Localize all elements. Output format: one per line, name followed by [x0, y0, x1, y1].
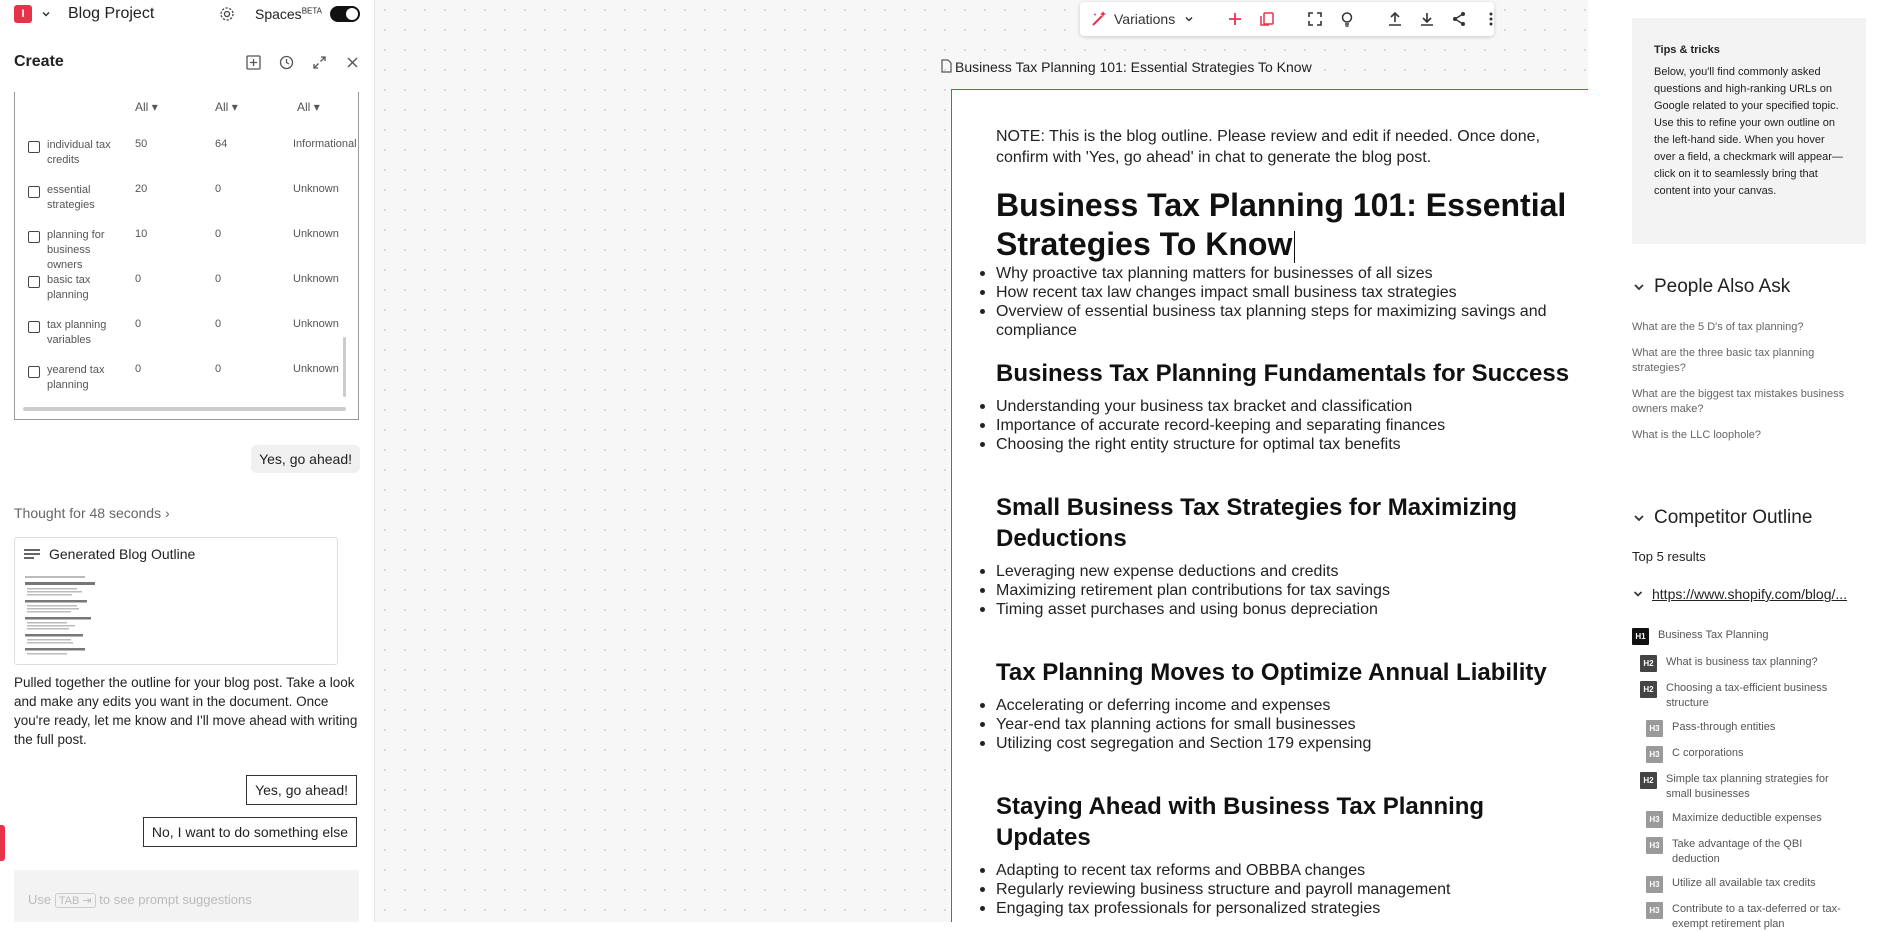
h2-badge: H2	[1640, 681, 1657, 698]
list-item[interactable]: Leveraging new expense deductions and credits	[996, 562, 1576, 581]
outline-thumbnail	[23, 574, 99, 656]
right-panel	[1588, 0, 1888, 930]
caret-down-icon: ▾	[313, 100, 320, 114]
difficulty-cell: 0	[215, 318, 222, 330]
outline-item[interactable]: H3 C corporations	[1646, 746, 1744, 763]
h3-badge: H3	[1646, 720, 1663, 737]
option-no-button[interactable]: No, I want to do something else	[143, 817, 357, 847]
section-list	[996, 562, 1576, 619]
list-item[interactable]: Year-end tax planning actions for small businesses	[996, 715, 1576, 734]
h2-badge: H2	[1640, 772, 1657, 789]
gear-icon[interactable]	[219, 6, 235, 22]
chevron-down-icon[interactable]	[40, 8, 52, 20]
spaces-toggle[interactable]	[330, 6, 360, 22]
h1-badge: H1	[1632, 628, 1649, 645]
outline-item[interactable]: H1 Business Tax Planning	[1632, 628, 1768, 645]
outline-item[interactable]: H2 What is business tax planning?	[1640, 655, 1818, 672]
more-vertical-icon[interactable]	[1483, 11, 1499, 27]
intro-list	[996, 264, 1576, 340]
competitor-url[interactable]: https://www.shopify.com/blog/...	[1632, 586, 1847, 602]
plus-icon[interactable]	[1227, 11, 1243, 27]
history-icon[interactable]	[279, 55, 294, 70]
fullscreen-icon[interactable]	[1307, 11, 1323, 27]
outline-note: NOTE: This is the blog outline. Please review and edit if needed. Once done, confirm with 'Yes, go ahead' in chat to generate the blog post.	[996, 128, 1541, 166]
document-file-title[interactable]: Business Tax Planning 101: Essential Strategies To Know	[955, 59, 1312, 75]
paa-question[interactable]: What are the biggest tax mistakes business owners make?	[1632, 388, 1845, 415]
volume-cell: 0	[135, 318, 142, 330]
row-checkbox[interactable]	[28, 231, 40, 243]
table-row	[15, 134, 360, 174]
share-icon[interactable]	[1451, 11, 1467, 27]
list-item[interactable]: Accelerating or deferring income and expenses	[996, 696, 1576, 715]
feedback-tab[interactable]	[0, 825, 5, 861]
canvas	[375, 0, 1588, 922]
copy-icon[interactable]	[1259, 11, 1275, 27]
outline-item[interactable]: H2 Choosing a tax-efficient business structure	[1640, 681, 1850, 711]
section-heading[interactable]: Staying Ahead with Business Tax Planning Updates	[996, 793, 1485, 851]
list-item[interactable]: Engaging tax professionals for personalized strategies	[996, 899, 1576, 918]
caret-down-icon: ▾	[231, 100, 238, 114]
list-item[interactable]: Why proactive tax planning matters for businesses of all sizes	[996, 264, 1576, 283]
intent-cell: Unknown	[293, 273, 339, 285]
create-title: Create	[14, 53, 64, 70]
table-row	[15, 314, 360, 354]
table-row	[15, 224, 360, 271]
list-item[interactable]: Regularly reviewing business structure and payroll management	[996, 880, 1576, 899]
list-item[interactable]: Adapting to recent tax reforms and OBBBA changes	[996, 861, 1576, 880]
file-icon	[941, 59, 952, 73]
prompt-input[interactable]: Use TAB ⇥ to see prompt suggestions	[14, 870, 359, 922]
top-results-label: Top 5 results	[1632, 549, 1706, 564]
create-header	[14, 44, 360, 80]
h3-badge: H3	[1646, 902, 1663, 919]
app-logo[interactable]: I	[14, 5, 32, 23]
h3-badge: H3	[1646, 837, 1663, 854]
keyword-cell: basic tax planning	[47, 274, 91, 301]
top-bar	[0, 0, 374, 28]
row-checkbox[interactable]	[28, 276, 40, 288]
row-checkbox[interactable]	[28, 366, 40, 378]
tab-key-hint: TAB ⇥	[55, 893, 96, 908]
variations-dropdown[interactable]: Variations	[1114, 11, 1176, 27]
canvas-toolbar	[1080, 2, 1494, 36]
outline-item[interactable]: H3 Contribute to a tax-deferred or tax-exempt retirement plan	[1646, 902, 1851, 932]
outline-card-title: Generated Blog Outline	[49, 546, 196, 562]
outline-item[interactable]: H2 Simple tax planning strategies for small businesses	[1640, 772, 1850, 802]
outline-item[interactable]: H3 Pass-through entities	[1646, 720, 1775, 737]
user-message: Yes, go ahead!	[251, 445, 360, 473]
tips-title: Tips & tricks	[1654, 44, 1720, 56]
section-list	[996, 696, 1576, 753]
project-name[interactable]: Blog Project	[68, 5, 155, 22]
download-icon[interactable]	[1419, 11, 1435, 27]
table-row	[15, 359, 360, 399]
intent-cell: Unknown	[293, 183, 339, 195]
volume-cell: 20	[135, 183, 148, 195]
list-item[interactable]: Utilizing cost segregation and Section 179 expensing	[996, 734, 1576, 753]
chevron-down-icon	[1632, 511, 1646, 525]
chevron-down-icon[interactable]	[1183, 13, 1195, 25]
intent-cell: Unknown	[293, 228, 339, 240]
spaces-label: Spaces$^{BETA}$	[254, 6, 322, 22]
section-heading[interactable]: Business Tax Planning Fundamentals for Success	[996, 360, 1570, 387]
table-row	[15, 179, 360, 219]
list-item[interactable]: Timing asset purchases and using bonus depreciation	[996, 600, 1576, 619]
caret-down-icon: ▾	[151, 100, 158, 114]
outline-item[interactable]: H3 Maximize deductible expenses	[1646, 811, 1822, 828]
h3-badge: H3	[1646, 746, 1663, 763]
chevron-right-icon: ›	[165, 505, 170, 521]
h3-badge: H3	[1646, 811, 1663, 828]
h3-badge: H3	[1646, 876, 1663, 893]
volume-cell: 0	[135, 363, 142, 375]
left-panel	[0, 0, 375, 922]
competitor-header[interactable]: Competitor Outline	[1632, 507, 1812, 529]
add-square-icon[interactable]	[246, 55, 261, 70]
document-h1[interactable]: Business Tax Planning 101: Essential Strategies To Know	[996, 187, 1567, 262]
row-checkbox[interactable]	[28, 141, 40, 153]
intent-cell: Unknown	[293, 318, 339, 330]
assistant-message: Pulled together the outline for your blog post. Take a look and make any edits you want in the document. Once you're ready, let me know and I'll move ahead with writing the full post.	[14, 675, 358, 747]
table-row	[15, 269, 360, 309]
expand-icon[interactable]	[312, 55, 327, 70]
tips-body: Below, you'll find commonly asked questions and high-ranking URLs on Google related to your specified topic. Use this to refine your own outline on the left-hand side. When you hover over a field, a checkmark will appear—click on it to seamlessly bring that content into your canvas.	[1654, 66, 1843, 197]
intent-cell: Unknown	[293, 363, 339, 375]
generated-outline-card[interactable]	[14, 537, 338, 665]
close-icon[interactable]	[345, 55, 360, 70]
paa-question[interactable]: What are the 5 D's of tax planning?	[1632, 321, 1804, 333]
filter-dropdown[interactable]: All ▾	[135, 100, 158, 114]
beta-badge: BETA	[301, 6, 322, 16]
option-yes-button[interactable]: Yes, go ahead!	[246, 775, 357, 805]
text-cursor	[1294, 231, 1295, 263]
volume-cell: 10	[135, 228, 148, 240]
list-item[interactable]: Overview of essential business tax planning steps for maximizing savings and compliance	[996, 302, 1576, 340]
volume-cell: 0	[135, 273, 142, 285]
difficulty-cell: 0	[215, 363, 222, 375]
difficulty-cell: 0	[215, 228, 222, 240]
lightbulb-icon[interactable]	[1339, 11, 1355, 27]
section-heading[interactable]: Tax Planning Moves to Optimize Annual Liability	[996, 659, 1547, 686]
vertical-scrollbar[interactable]	[343, 337, 346, 397]
thought-toggle[interactable]: Thought for 48 seconds ›	[14, 505, 170, 521]
section-heading[interactable]: Small Business Tax Strategies for Maximizing Deductions	[996, 494, 1518, 552]
list-item[interactable]: How recent tax law changes impact small business tax strategies	[996, 283, 1576, 302]
upload-icon[interactable]	[1387, 11, 1403, 27]
difficulty-cell: 64	[215, 138, 228, 150]
section-list	[996, 397, 1576, 454]
paa-question[interactable]: What are the three basic tax planning strategies?	[1632, 347, 1815, 374]
keyword-table	[14, 92, 359, 420]
keyword-cell: planning for business owners	[47, 229, 105, 271]
paa-question[interactable]: What is the LLC loophole?	[1632, 429, 1762, 441]
difficulty-cell: 0	[215, 183, 222, 195]
list-item[interactable]: Importance of accurate record-keeping and separating finances	[996, 416, 1576, 435]
paa-header[interactable]: People Also Ask	[1632, 276, 1790, 298]
filter-dropdown[interactable]: All ▾	[297, 100, 320, 114]
list-item[interactable]: Maximizing retirement plan contributions for tax savings	[996, 581, 1576, 600]
h2-badge: H2	[1640, 655, 1657, 672]
outline-item[interactable]: H3 Take advantage of the QBI deduction	[1646, 837, 1826, 867]
chevron-down-icon	[1632, 588, 1644, 600]
keyword-cell: individual tax credits	[47, 139, 111, 166]
list-item[interactable]: Understanding your business tax bracket and classification	[996, 397, 1576, 416]
difficulty-cell: 0	[215, 273, 222, 285]
magic-wand-icon	[1090, 10, 1108, 28]
list-item[interactable]: Choosing the right entity structure for optimal tax benefits	[996, 435, 1576, 454]
volume-cell: 50	[135, 138, 148, 150]
keyword-cell: yearend tax planning	[47, 364, 105, 391]
horizontal-scrollbar[interactable]	[23, 407, 346, 411]
keyword-cell: essential strategies	[47, 184, 95, 211]
row-checkbox[interactable]	[28, 321, 40, 333]
intent-cell: Informational	[293, 138, 357, 150]
outline-item[interactable]: H3 Utilize all available tax credits	[1646, 876, 1816, 893]
document-lines-icon	[23, 548, 41, 562]
tips-box	[1632, 18, 1866, 244]
filter-dropdown[interactable]: All ▾	[215, 100, 238, 114]
document-page[interactable]	[951, 89, 1617, 922]
chevron-down-icon	[1632, 280, 1646, 294]
keyword-cell: tax planning variables	[47, 319, 107, 346]
row-checkbox[interactable]	[28, 186, 40, 198]
section-list	[996, 861, 1576, 918]
